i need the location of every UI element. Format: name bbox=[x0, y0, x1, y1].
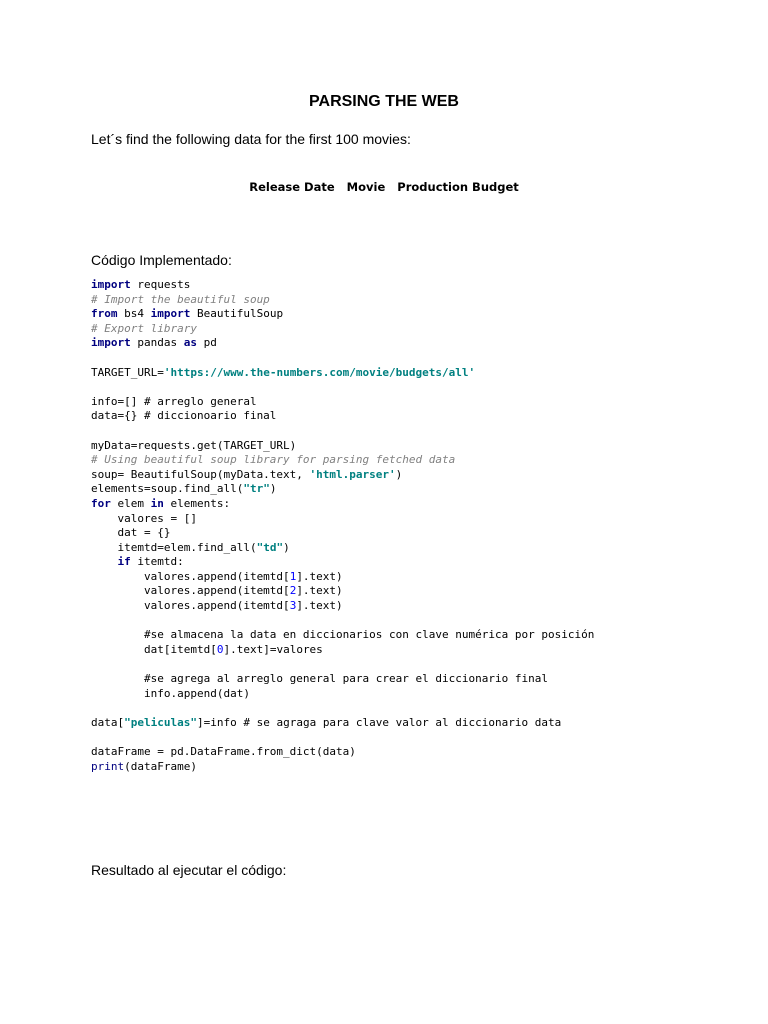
code-token: itemtd: bbox=[130, 555, 184, 569]
code-line bbox=[91, 730, 594, 745]
code-token: ) bbox=[283, 540, 290, 554]
code-token: ]=info # se agraga para clave valor al diccionario data bbox=[196, 715, 562, 729]
code-token: 'html.parser' bbox=[309, 467, 396, 481]
data-fields-row bbox=[0, 180, 768, 194]
code-token: valores.append(itemtd[ bbox=[91, 569, 290, 583]
code-line bbox=[91, 278, 594, 293]
code-token: pandas bbox=[130, 336, 184, 350]
code-token: "peliculas" bbox=[124, 715, 197, 729]
code-line bbox=[91, 482, 594, 497]
code-token: TARGET_URL= bbox=[91, 365, 164, 379]
code-token: import bbox=[91, 278, 131, 291]
code-token: itemtd=elem.find_all( bbox=[91, 540, 257, 554]
code-token: (dataFrame) bbox=[124, 759, 197, 773]
code-line bbox=[91, 614, 594, 629]
code-token: bs4 bbox=[117, 307, 151, 321]
code-line bbox=[91, 409, 594, 424]
code-token: elements=soup.find_all( bbox=[91, 482, 244, 496]
code-token: elements: bbox=[163, 496, 231, 510]
code-line bbox=[91, 366, 594, 381]
code-token: # Import the beautiful soup bbox=[91, 292, 270, 306]
code-token: ].text) bbox=[296, 569, 343, 583]
code-line bbox=[91, 380, 594, 395]
code-token: valores = [] bbox=[91, 511, 197, 525]
code-line bbox=[91, 628, 594, 643]
code-line bbox=[91, 541, 594, 556]
code-token: ) bbox=[269, 482, 277, 496]
code-line bbox=[91, 322, 594, 337]
code-line bbox=[91, 716, 594, 731]
page-title: PARSING THE WEB bbox=[309, 93, 459, 110]
code-token: info.append(dat) bbox=[91, 686, 250, 700]
intro-text: Let´s find the following data for the first 100 movies: bbox=[91, 131, 411, 147]
code-line bbox=[91, 497, 594, 512]
code-token bbox=[91, 555, 118, 568]
code-token: ].text) bbox=[296, 599, 343, 613]
code-line bbox=[91, 468, 594, 483]
code-line bbox=[91, 584, 594, 599]
code-token: myData=requests.get(TARGET_URL) bbox=[91, 438, 297, 452]
code-token: dat[itemtd[ bbox=[91, 642, 217, 656]
code-line bbox=[91, 526, 594, 541]
code-line bbox=[91, 643, 594, 658]
code-token: print bbox=[91, 759, 125, 773]
code-token: pd bbox=[196, 336, 217, 350]
code-token: BeautifulSoup bbox=[190, 307, 284, 321]
result-heading: Resultado al ejecutar el código: bbox=[91, 862, 287, 878]
code-line bbox=[91, 424, 594, 439]
code-line bbox=[91, 453, 594, 468]
code-line bbox=[91, 657, 594, 672]
code-line bbox=[91, 293, 594, 308]
code-token: data={} # diccionoario final bbox=[91, 409, 277, 423]
code-token: import bbox=[150, 307, 191, 321]
code-token: 1 bbox=[289, 569, 297, 583]
code-token: elem bbox=[110, 496, 151, 510]
code-line bbox=[91, 760, 594, 775]
code-heading: Código Implementado: bbox=[91, 252, 232, 268]
code-token: #se almacena la data en diccionarios con clave numérica por posición bbox=[91, 628, 595, 642]
code-line bbox=[91, 701, 594, 716]
code-token: requests bbox=[130, 278, 191, 291]
code-token: 0 bbox=[216, 642, 224, 656]
code-token: dat = {} bbox=[91, 526, 171, 540]
code-line bbox=[91, 439, 594, 454]
code-token: "tr" bbox=[243, 482, 270, 496]
code-token: dataFrame = pd.DataFrame.from_dict(data) bbox=[91, 745, 356, 758]
code-block bbox=[91, 278, 594, 774]
code-line bbox=[91, 395, 594, 410]
code-token: info=[] # arreglo general bbox=[91, 394, 257, 408]
code-token: from bbox=[91, 307, 118, 321]
code-line bbox=[91, 555, 594, 570]
code-token: soup= BeautifulSoup(myData.text, bbox=[91, 467, 310, 481]
code-token: ].text) bbox=[296, 584, 343, 598]
code-token: for bbox=[91, 496, 111, 510]
code-token: data[ bbox=[91, 715, 125, 729]
code-line bbox=[91, 307, 594, 322]
code-line bbox=[91, 672, 594, 687]
code-token: if bbox=[117, 555, 131, 569]
code-token: valores.append(itemtd[ bbox=[91, 584, 290, 598]
code-token: # Using beautiful soup library for parsing fetched data bbox=[91, 453, 456, 467]
code-line bbox=[91, 570, 594, 585]
code-token: 'https://www.the-numbers.com/movie/budgets/all' bbox=[163, 365, 476, 379]
code-line bbox=[91, 512, 594, 527]
code-line bbox=[91, 351, 594, 366]
code-token: # Export library bbox=[91, 321, 197, 335]
code-token: 2 bbox=[289, 584, 297, 598]
code-line bbox=[91, 336, 594, 351]
code-token: "td" bbox=[256, 540, 284, 554]
code-line bbox=[91, 599, 594, 614]
code-token: in bbox=[150, 496, 164, 510]
field-movie: Movie bbox=[346, 180, 386, 194]
code-line bbox=[91, 687, 594, 702]
code-token: import bbox=[91, 336, 131, 350]
code-token: #se agrega al arreglo general para crear el diccionario final bbox=[91, 672, 548, 686]
field-production-budget: Production Budget bbox=[397, 180, 519, 194]
code-line bbox=[91, 745, 594, 760]
code-token: as bbox=[183, 336, 197, 350]
code-token: ) bbox=[395, 467, 403, 481]
code-token: 3 bbox=[289, 599, 297, 613]
code-token: valores.append(itemtd[ bbox=[91, 599, 290, 613]
code-token: ].text]=valores bbox=[223, 642, 323, 656]
field-release-date: Release Date bbox=[249, 180, 335, 194]
